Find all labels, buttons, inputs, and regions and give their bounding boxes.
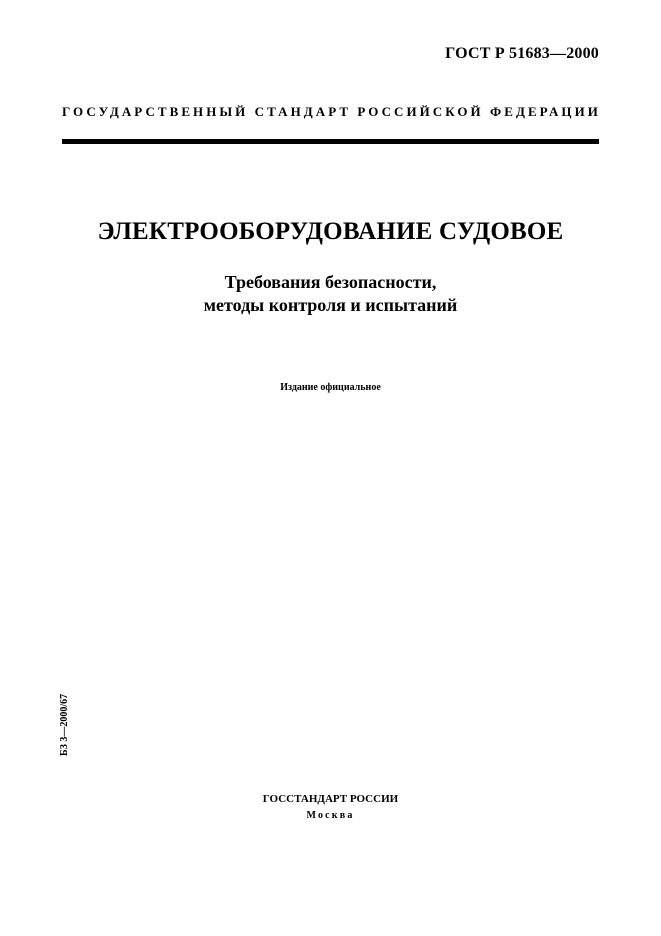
publisher: ГОССТАНДАРТ РОССИИ	[262, 793, 399, 805]
subtitle-line-2: методы контроля и испытаний	[203, 295, 458, 315]
state-standard-heading: ГОСУДАРСТВЕННЫЙ СТАНДАРТ РОССИЙСКОЙ ФЕДЕРАЦИИ	[62, 104, 601, 119]
horizontal-rule	[62, 139, 599, 144]
subtitle-line-1: Требования безопасности,	[224, 272, 437, 292]
side-code: БЗ 3—2000/67	[59, 693, 70, 756]
edition-label: Издание официальное	[280, 382, 381, 393]
subtitle	[0, 271, 661, 317]
document-number: ГОСТ Р 51683—2000	[445, 45, 599, 62]
publication-city: Москва	[306, 810, 355, 821]
main-title: ЭЛЕКТРООБОРУДОВАНИЕ СУДОВОЕ	[97, 218, 564, 245]
